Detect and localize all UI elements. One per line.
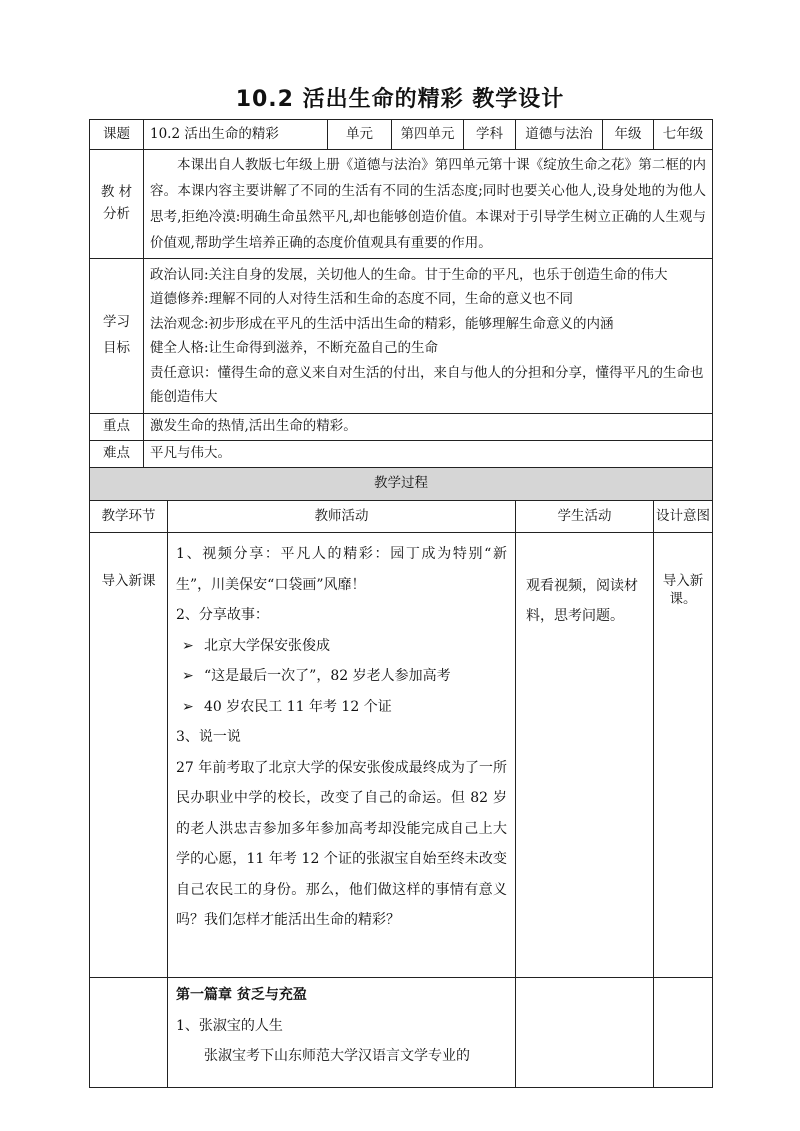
teacher-activity-cell [168,978,516,1088]
process-columns-row [90,501,713,533]
stage-cell: 导入新课 [90,533,168,978]
goals-row [90,259,713,414]
unit-label: 单元 [328,120,392,150]
stage-cell-empty [90,978,168,1088]
process-heading-row [90,468,713,501]
grade-value: 七年级 [654,120,713,150]
teacher-item-1: 1、视频分享：平凡人的精彩：园丁成为特别“新生”，川美保安“口袋画”风靡！ [176,546,508,593]
col-teacher-header: 教师活动 [168,501,516,533]
bullet-text: “这是最后一次了”，82 岁老人参加高考 [204,668,451,684]
arrowhead-bullet-icon: ➢ [182,698,194,715]
goals-label [90,259,144,414]
goal-item: 健全人格:让生命得到滋养，不断充盈自己的生命 [150,340,439,356]
col-student-header: 学生活动 [516,501,654,533]
process-heading: 教学过程 [90,468,713,501]
teacher-paragraph: 27 年前考取了北京大学的保安张俊成最终成为了一所民办职业中学的校长，改变了自己的命运。但 82 岁的老人洪忠吉参加多年参加高考却没能完成自己上大学的心愿，11 年考 12 个证的张淑宝自始至终未改变自己农民工的身份。那么，他们做这样的事情有意义吗？我们怎样才能活出生命的精彩？ [176,759,508,928]
topic-value: 10.2 活出生命的精彩 [144,120,328,150]
topic-label: 课题 [90,120,144,150]
key-point-label: 重点 [90,414,144,441]
analysis-label-line1: 教 材 [100,184,133,201]
chapter-heading: 第一篇章 贫乏与充盈 [176,987,307,1003]
key-point-text: 激发生命的热情,活出生命的精彩。 [144,414,713,441]
teacher-item-2: 2、分享故事： [176,607,269,623]
teacher-activity-cell [168,533,516,978]
chapter-item-1: 1、张淑宝的人生 [176,1017,283,1034]
goals-label-line1: 学习 [103,314,130,331]
student-activity-cell: 观看视频，阅读材料，思考问题。 [516,533,654,978]
goal-item: 政治认同:关注自身的发展，关切他人的生命。甘于生命的平凡，也乐于创造生命的伟大 [150,266,668,283]
teacher-item-3: 3、说一说 [176,729,241,745]
page-title: 10.2 活出生命的精彩 教学设计 [235,87,565,112]
col-stage-header: 教学环节 [90,501,168,533]
goal-item: 法治观念:初步形成在平凡的生活中活出生命的精彩，能够理解生命意义的内涵 [150,315,614,332]
unit-value: 第四单元 [392,120,464,150]
goals-label-line2: 目标 [103,340,130,356]
analysis-label [90,150,144,259]
goal-item: 道德修养:理解不同的人对待生活和生命的态度不同，生命的意义也不同 [150,291,574,307]
col-intent-header: 设计意图 [654,501,713,533]
analysis-text: 本课出自人教版七年级上册《道德与法治》第四单元第十课《绽放生命之花》第二框的内容。本课内容主要讲解了不同的生活有不同的生活态度;同时也要关心他人,设身处地的为他人思考,拒绝冷漠:明确生命虽然平凡,却也能够创造价值。本课对于引导学生树立正确的人生观与价值观,帮助学生培养正确的态度价值观具有重要的作用。 [144,150,713,259]
goal-item: 责任意识：懂得生命的意义来自对生活的付出，来自与他人的分担和分享，懂得平凡的生命也能创造伟大 [150,364,704,405]
subject-label: 学科 [464,120,516,150]
arrowhead-bullet-icon: ➢ [182,668,194,684]
difficulty-text: 平凡与伟大。 [144,441,713,468]
analysis-row [90,150,713,259]
intent-cell-empty [654,978,713,1088]
key-point-row [90,414,713,441]
bullet-item [176,631,507,662]
bullet-text: 北京大学保安张俊成 [204,637,330,654]
goals-list [144,259,713,414]
difficulty-label: 难点 [90,441,144,468]
header-row [90,120,713,150]
arrowhead-bullet-icon: ➢ [182,637,194,654]
student-cell-empty [516,978,654,1088]
lesson-plan-table [89,119,713,1088]
process-row-intro [90,533,713,978]
grade-label: 年级 [603,120,654,150]
bullet-item [176,692,507,723]
chapter-paragraph: 张淑宝考下山东师范大学汉语言文学专业的 [204,1048,470,1064]
bullet-text: 40 岁农民工 11 年考 12 个证 [204,698,392,715]
bullet-item [176,661,507,692]
process-row-chapter1 [90,978,713,1088]
intent-cell: 导入新课。 [654,533,713,978]
subject-value: 道德与法治 [516,120,603,150]
difficulty-row [90,441,713,468]
analysis-label-line2: 分析 [103,206,130,222]
